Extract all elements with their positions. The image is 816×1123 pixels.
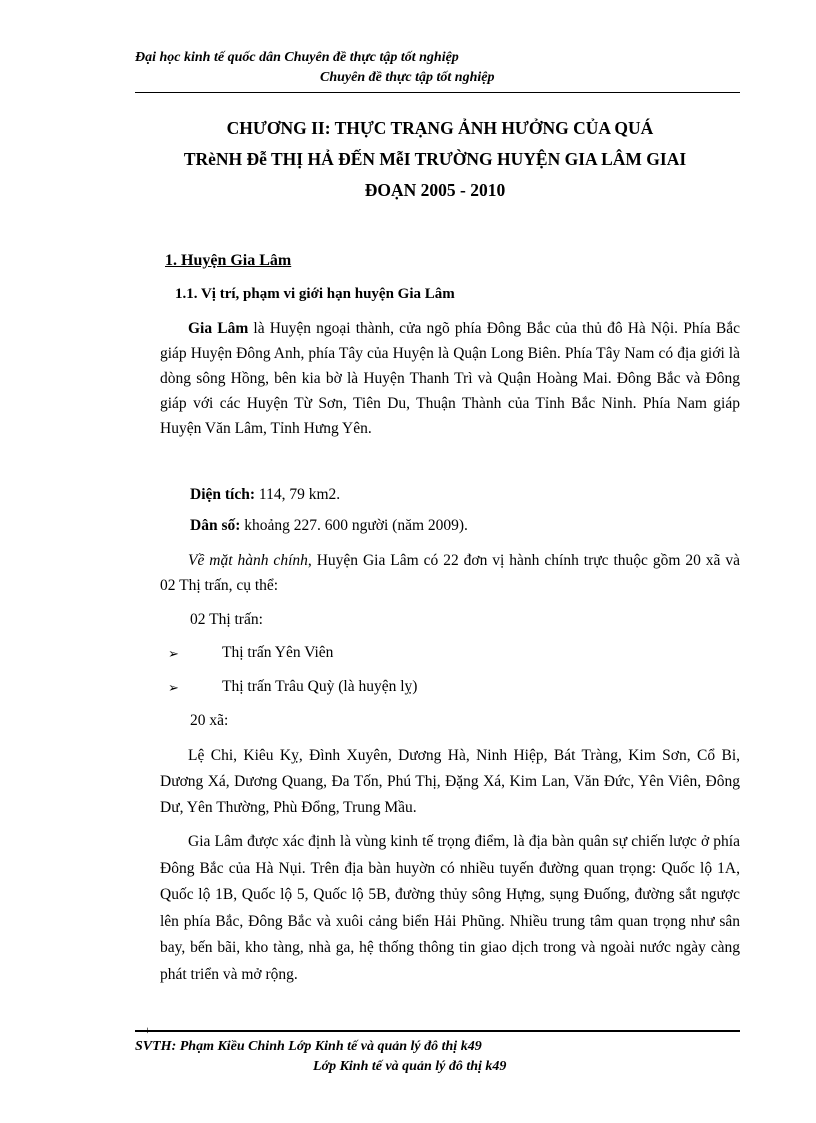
location-text: là Huyện ngoại thành, cửa ngõ phía Đông Bắc của thủ đô Hà Nội. Phía Bắc giáp Huyện Đông Anh, phía Tây của Huyện là Quận Long Biên. Phía Tây Nam có địa giới là dòng sông Hồng, bên kia bờ là Huyện Thanh Trì và Quận Hoàng Mai. Đông Bắc và Đông giáp với các Huyện Từ Sơn, Tiên Du, Thuận Thành của Tỉnh Bắc Ninh. Phía Nam giáp Huyện Văn Lâm, Tỉnh Hưng Yên. xyxy=(160,320,740,437)
running-header-line2: Chuyên đề thực tập tốt nghiệp xyxy=(320,70,495,85)
area-line xyxy=(190,486,340,504)
list-item: Thị trấn Yên Viên xyxy=(222,644,334,661)
population-line xyxy=(190,517,468,535)
running-header-line1: Đại học kinh tế quốc dân Chuyên đề thực tập tốt nghiệp xyxy=(135,50,459,65)
communes-text: Lệ Chi, Kiêu Kỵ, Đình Xuyên, Dương Hà, Ninh Hiệp, Bát Tràng, Kim Sơn, Cổ Bi, Dương Xá, Dương Quang, Đa Tốn, Phú Thị, Đặng Xá, Kim Lan, Văn Đức, Yên Viên, Đông Dư, Yên Thường, Phù Đổng, Trung Mầu. xyxy=(160,747,740,816)
economy-text: Gia Lâm được xác định là vùng kinh tế trọng điểm, là địa bàn quân sự chiến lược ở phía Đông Bắc của Hà Nụi. Trên địa bàn huyờn có nhiều tuyến đường quan trọng: Quốc lộ 1A, Quốc lộ 1B, Quốc lộ 5, Quốc lộ 5B, đường thủy sông Hựng, sụng Đuống, đường sắt ngược lên phía Bắc, Đông Bắc và xuôi cảng biển Hải Phũng. Nhiều trung tâm quan trọng như sân bay, bến bãi, kho tàng, nhà ga, hệ thống thông tin giao dịch trong và ngoài nước ngày càng phát triển và mở rộng. xyxy=(160,833,740,983)
population-label: Dân số: xyxy=(190,517,241,534)
population-value: khoảng 227. 600 người (năm 2009). xyxy=(240,517,468,534)
communes-heading: 20 xã: xyxy=(190,712,229,729)
footer-line2: Lớp Kinh tế và quản lý đô thị k49 xyxy=(313,1059,507,1074)
footer-rule xyxy=(135,1030,740,1032)
admin-lead: Về mặt hành chính xyxy=(188,552,308,569)
area-value: 114, 79 km2. xyxy=(255,486,341,503)
chapter-title-line1: CHƯƠNG II: THỰC TRẠNG ẢNH HƯỞNG CỦA QUÁ xyxy=(226,118,654,138)
area-label: Diện tích: xyxy=(190,486,256,503)
towns-heading: 02 Thị trấn: xyxy=(190,611,263,628)
location-paragraph xyxy=(160,316,740,441)
section-heading: 1. Huyện Gia Lâm xyxy=(165,252,292,269)
admin-text: , Huyện Gia Lâm có 22 đơn vị hành chính trực thuộc gồm 20 xã và 02 Thị trấn, cụ thể: xyxy=(160,552,740,594)
chapter-title-line3: ĐOẠN 2005 - 2010 xyxy=(364,180,506,200)
communes-list xyxy=(160,743,740,821)
location-lead: Gia Lâm xyxy=(188,320,249,337)
chapter-title-line2: TRèNH Đễ THỊ HẢ ĐẾN MễI TRƯỜNG HUYỆN GIA LÂM GIAI xyxy=(183,149,687,169)
admin-paragraph xyxy=(160,548,740,598)
bullet-icon: ➢ xyxy=(168,646,179,661)
economy-paragraph xyxy=(160,829,740,988)
subsection-heading: 1.1. Vị trí, phạm vi giới hạn huyện Gia Lâm xyxy=(175,286,455,302)
list-item: Thị trấn Trâu Quỳ (là huyện lỵ) xyxy=(222,678,418,695)
bullet-icon: ➢ xyxy=(168,680,179,695)
footer-marker: + xyxy=(144,1023,151,1037)
footer-line1: SVTH: Phạm Kiều Chinh Lớp Kinh tế và quản lý đô thị k49 xyxy=(135,1039,482,1054)
header-rule xyxy=(135,92,740,93)
